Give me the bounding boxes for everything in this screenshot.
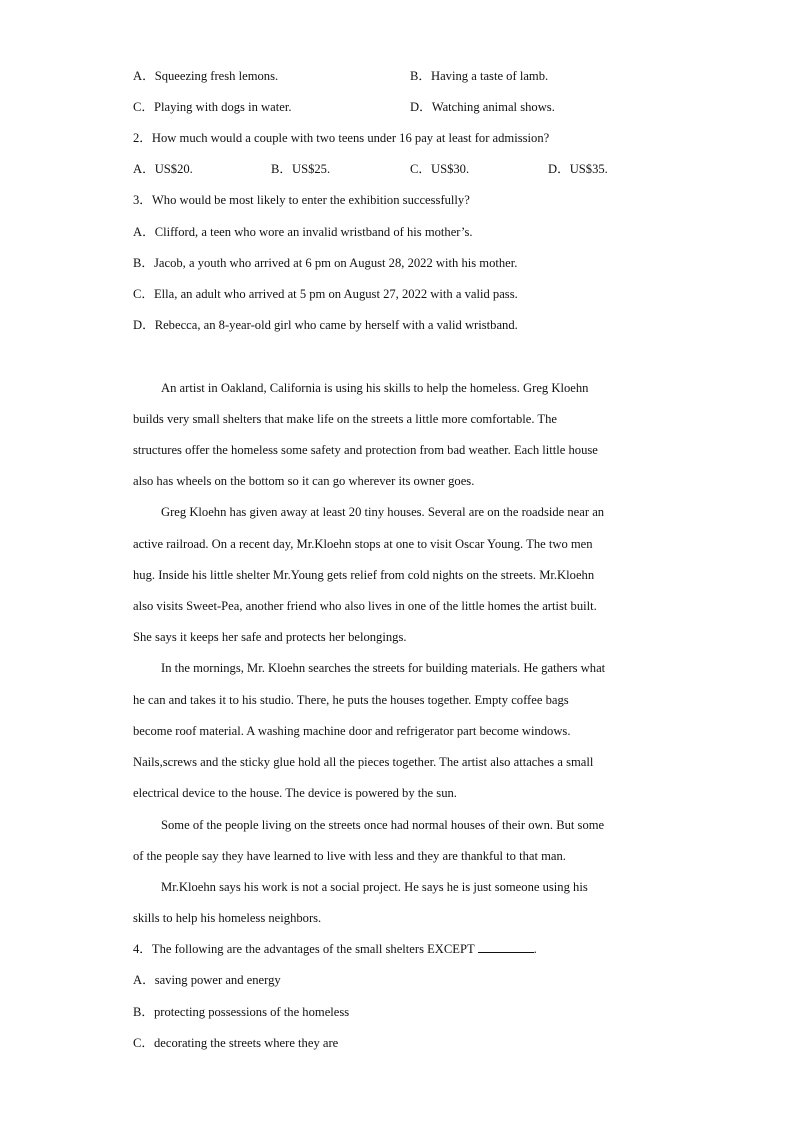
q1-option-a: A．Squeezing fresh lemons.: [133, 69, 279, 83]
q3-option-a: A．Clifford, a teen who wore an invalid wristband of his mother’s.: [133, 225, 473, 239]
q4-stem: [133, 941, 537, 957]
q2-stem: 2．How much would a couple with two teens under 16 pay at least for admission?: [133, 131, 550, 145]
q2-option-a: A．US$20.: [133, 162, 193, 176]
passage-line: of the people say they have learned to live with less and they are thankful to that man.: [133, 849, 566, 863]
passage-line: skills to help his homeless neighbors.: [133, 911, 322, 925]
q1-option-c: C．Playing with dogs in water.: [133, 100, 292, 114]
passage-line: electrical device to the house. The device is powered by the sun.: [133, 786, 457, 800]
q4-stem-text: 4．The following are the advantages of the small shelters EXCEPT: [133, 942, 475, 956]
passage-line: builds very small shelters that make life on the streets a little more comfortable. The: [133, 412, 557, 426]
q2-option-b: B．US$25.: [271, 162, 331, 176]
passage-line: In the mornings, Mr. Kloehn searches the streets for building materials. He gathers what: [161, 661, 606, 675]
passage-line: structures offer the homeless some safety and protection from bad weather. Each little house: [133, 443, 598, 457]
passage-line: Some of the people living on the streets once had normal houses of their own. But some: [161, 818, 605, 832]
passage-line: An artist in Oakland, California is using his skills to help the homeless. Greg Kloehn: [161, 381, 589, 395]
passage-line: active railroad. On a recent day, Mr.Kloehn stops at one to visit Oscar Young. The two men: [133, 537, 593, 551]
q1-option-d: D．Watching animal shows.: [410, 100, 555, 114]
passage-line: become roof material. A washing machine door and refrigerator part become windows.: [133, 724, 571, 738]
passage-line: Greg Kloehn has given away at least 20 tiny houses. Several are on the roadside near an: [161, 505, 605, 519]
answer-blank: [478, 942, 534, 953]
q3-stem: 3．Who would be most likely to enter the exhibition successfully?: [133, 193, 470, 207]
q4-option-a: A．saving power and energy: [133, 973, 281, 987]
q2-option-d: D．US$35.: [548, 162, 608, 176]
passage-line: hug. Inside his little shelter Mr.Young gets relief from cold nights on the streets. Mr.Kloehn: [133, 568, 595, 582]
q3-option-b: B．Jacob, a youth who arrived at 6 pm on August 28, 2022 with his mother.: [133, 256, 518, 270]
q4-option-b: B．protecting possessions of the homeless: [133, 1005, 350, 1019]
q4-option-c: C．decorating the streets where they are: [133, 1036, 339, 1050]
passage-line: he can and takes it to his studio. There, he puts the houses together. Empty coffee bags: [133, 693, 569, 707]
q4-stem-end: .: [533, 942, 537, 956]
passage-line: Mr.Kloehn says his work is not a social project. He says he is just someone using his: [161, 880, 588, 894]
passage-line: also has wheels on the bottom so it can go wherever its owner goes.: [133, 474, 475, 488]
passage-line: also visits Sweet-Pea, another friend who also lives in one of the little homes the artist built.: [133, 599, 597, 613]
q3-option-c: C．Ella, an adult who arrived at 5 pm on August 27, 2022 with a valid pass.: [133, 287, 518, 301]
q1-option-b: B．Having a taste of lamb.: [410, 69, 549, 83]
q2-option-c: C．US$30.: [410, 162, 470, 176]
q3-option-d: D．Rebecca, an 8-year-old girl who came by herself with a valid wristband.: [133, 318, 518, 332]
passage-line: Nails,screws and the sticky glue hold all the pieces together. The artist also attaches a small: [133, 755, 594, 769]
passage-line: She says it keeps her safe and protects her belongings.: [133, 630, 407, 644]
